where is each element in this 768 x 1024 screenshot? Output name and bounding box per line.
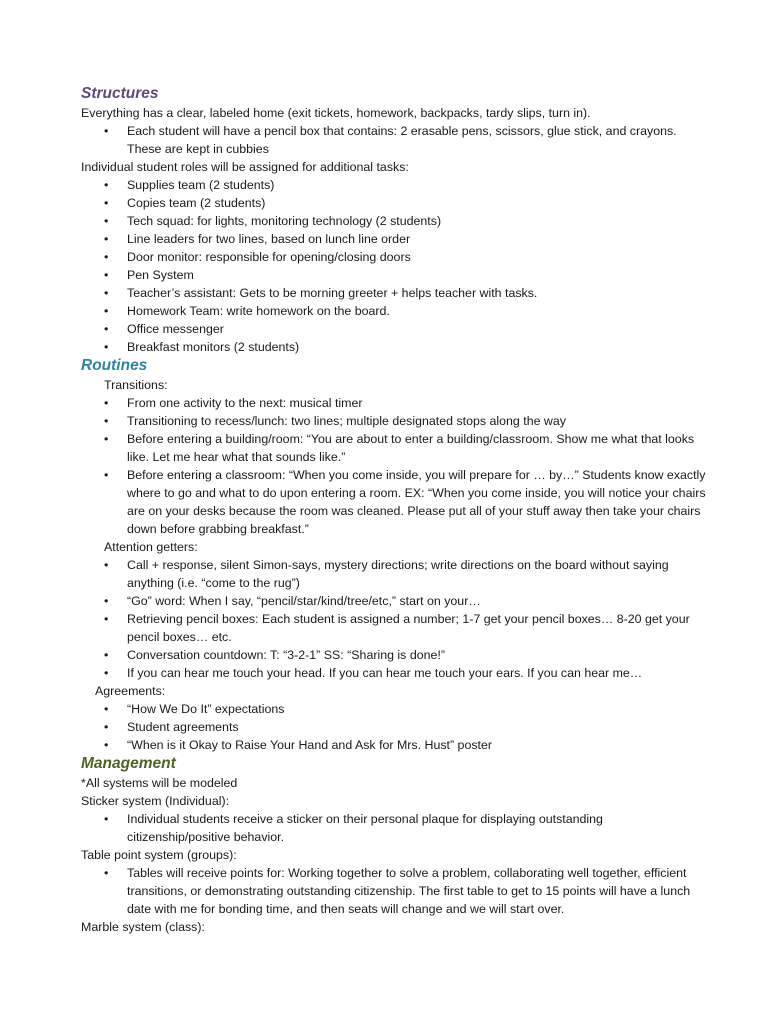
list-item: • Tech squad: for lights, monitoring technology (2 students)	[81, 212, 708, 230]
attention-getters-label: Attention getters:	[104, 540, 198, 554]
list-item: • Teacher’s assistant: Gets to be morning greeter + helps teacher with tasks.	[81, 284, 708, 302]
agreements-label: Agreements:	[95, 684, 166, 698]
list-item: • Each student will have a pencil box that contains: 2 erasable pens, scissors, glue stick, and crayons. These are kept in cubbies	[81, 122, 708, 158]
list-item: • From one activity to the next: musical timer	[81, 394, 708, 412]
list-item: • Before entering a building/room: “You are about to enter a building/classroom. Show me what that looks like. Let me hear what that sounds like.”	[81, 430, 708, 466]
attention-getters-list	[81, 556, 708, 682]
list-item: • Conversation countdown: T: “3-2-1” SS: “Sharing is done!”	[81, 646, 708, 664]
list-item: • Line leaders for two lines, based on lunch line order	[81, 230, 708, 248]
list-item: • “How We Do It” expectations	[81, 700, 708, 718]
table-point-system-list	[81, 864, 708, 918]
section-heading-routines: Routines	[81, 357, 148, 374]
structures-intro: Everything has a clear, labeled home (exit tickets, homework, backpacks, tardy slips, turn in).	[81, 106, 591, 120]
sticker-system-list	[81, 810, 708, 846]
list-item: • Individual students receive a sticker on their personal plaque for displaying outstanding citizenship/positive behavior.	[81, 810, 708, 846]
agreements-list	[81, 700, 708, 754]
list-item: • Pen System	[81, 266, 708, 284]
list-item: • Transitioning to recess/lunch: two lines; multiple designated stops along the way	[81, 412, 708, 430]
transitions-list	[81, 394, 708, 538]
table-point-system-label: Table point system (groups):	[81, 848, 237, 862]
modeled-note: *All systems will be modeled	[81, 776, 238, 790]
list-item: • Student agreements	[81, 718, 708, 736]
list-item: • Retrieving pencil boxes: Each student is assigned a number; 1-7 get your pencil boxes… 8-20 get your pencil boxes… etc.	[81, 610, 708, 646]
marble-system-label: Marble system (class):	[81, 920, 205, 934]
list-item: • Supplies team (2 students)	[81, 176, 708, 194]
list-item: • Call + response, silent Simon-says, mystery directions; write directions on the board without saying anything (i.e. “come to the rug”)	[81, 556, 708, 592]
roles-intro: Individual student roles will be assigned for additional tasks:	[81, 160, 409, 174]
list-item: • Tables will receive points for: Working together to solve a problem, collaborating well together, efficient transitions, or demonstrating outstanding citizenship. The first table to get to 15 points will have a lunch date with me for bonding time, and then seats will change and we will start over.	[81, 864, 708, 918]
list-item: • “When is it Okay to Raise Your Hand and Ask for Mrs. Hust” poster	[81, 736, 708, 754]
roles-list	[81, 176, 708, 356]
list-item: • Office messenger	[81, 320, 708, 338]
sticker-system-label: Sticker system (Individual):	[81, 794, 230, 808]
list-item: • “Go” word: When I say, “pencil/star/kind/tree/etc,” start on your…	[81, 592, 708, 610]
list-item: • Homework Team: write homework on the board.	[81, 302, 708, 320]
section-heading-management: Management	[81, 755, 176, 772]
list-item: • Copies team (2 students)	[81, 194, 708, 212]
section-heading-structures: Structures	[81, 85, 159, 102]
transitions-label: Transitions:	[104, 378, 168, 392]
list-item: • If you can hear me touch your head. If you can hear me touch your ears. If you can hear me…	[81, 664, 708, 682]
pencil-box-list	[81, 122, 708, 158]
list-item: • Breakfast monitors (2 students)	[81, 338, 708, 356]
list-item: • Door monitor: responsible for opening/closing doors	[81, 248, 708, 266]
list-item: • Before entering a classroom: “When you come inside, you will prepare for … by…” Students know exactly where to go and what to do upon entering a room. EX: “When you come inside, you will notice your chairs are on your desks because the room was cleaned. Please put all of your stuff away then take your chairs down before grabbing breakfast.”	[81, 466, 708, 538]
